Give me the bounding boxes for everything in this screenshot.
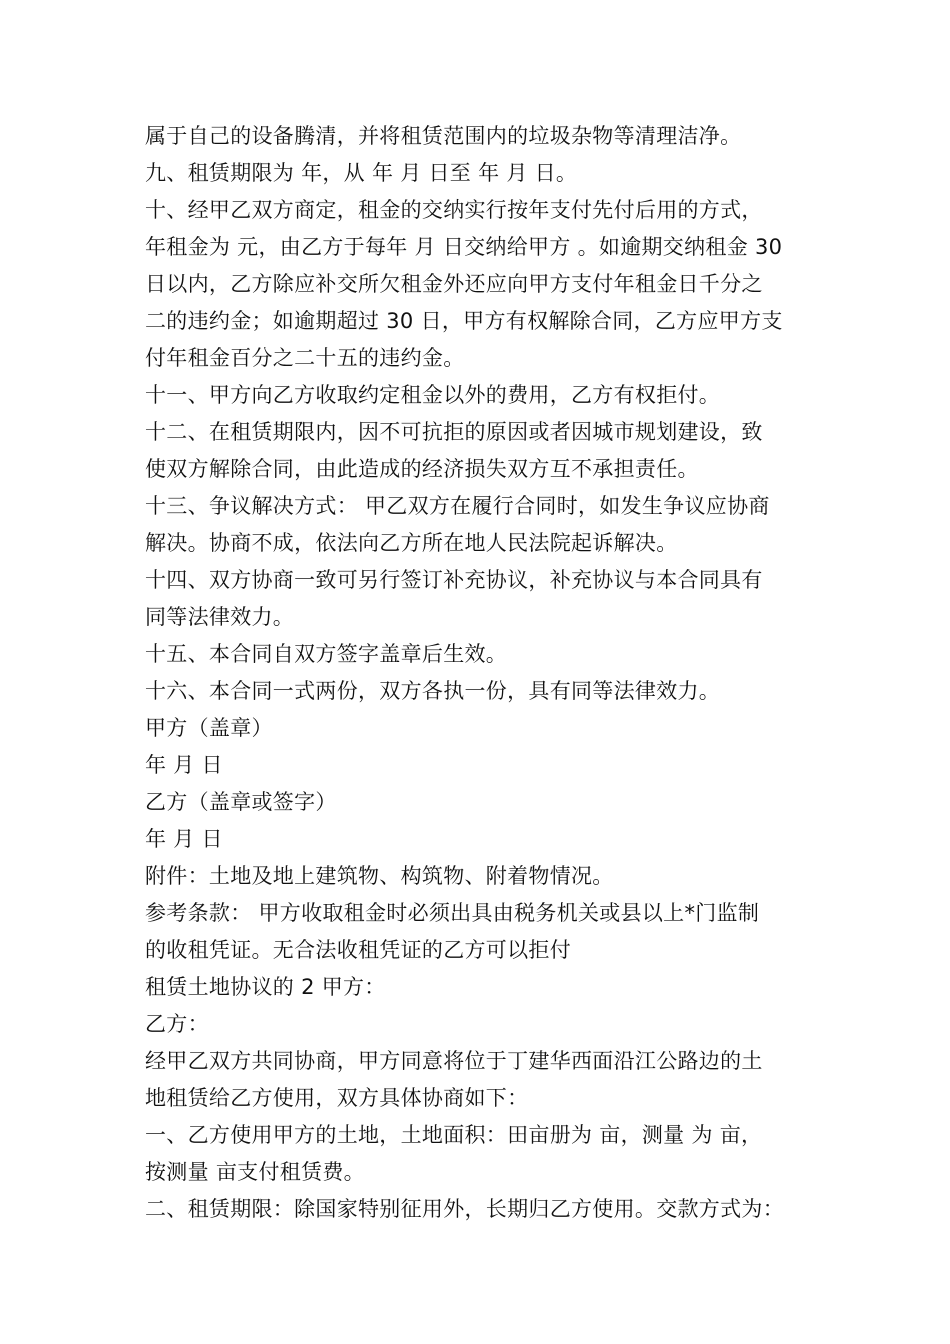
text-line: 年租金为 元，由乙方于每年 月 日交纳给甲方 。如逾期交纳租金 30 bbox=[145, 235, 783, 259]
signature-date-b: 年 月 日 bbox=[145, 827, 223, 851]
text-line: 使双方解除合同，由此造成的经济损失双方互不承担责任。 bbox=[145, 457, 699, 481]
text-line: 解决。协商不成，依法向乙方所在地人民法院起诉解决。 bbox=[145, 531, 678, 555]
text-line: 十三、争议解决方式： 甲乙双方在履行合同时，如发生争议应协商 bbox=[145, 494, 770, 518]
text-line: 十六、本合同一式两份，双方各执一份，具有同等法律效力。 bbox=[145, 679, 721, 703]
text-line: 九、租赁期限为 年，从 年 月 日至 年 月 日。 bbox=[145, 161, 578, 185]
text-line: 地租赁给乙方使用，双方具体协商如下： bbox=[145, 1086, 529, 1110]
signature-party-a: 甲方（盖章） bbox=[145, 716, 273, 740]
text-line: 十一、甲方向乙方收取约定租金以外的费用，乙方有权拒付。 bbox=[145, 383, 721, 407]
section-heading: 租赁土地协议的 2 甲方： bbox=[145, 975, 386, 999]
signature-party-b: 乙方（盖章或签字） bbox=[145, 790, 337, 814]
text-line: 二、租赁期限：除国家特别征用外，长期归乙方使用。交款方式为： bbox=[145, 1197, 784, 1221]
attachment-note: 附件：土地及地上建筑物、构筑物、附着物情况。 bbox=[145, 864, 614, 888]
text-line: 十五、本合同自双方签字盖章后生效。 bbox=[145, 642, 508, 666]
text-line: 十、经甲乙双方商定，租金的交纳实行按年支付先付后用的方式， bbox=[145, 198, 763, 222]
signature-date-a: 年 月 日 bbox=[145, 753, 223, 777]
text-line: 二的违约金；如逾期超过 30 日，甲方有权解除合同，乙方应甲方支 bbox=[145, 309, 783, 333]
text-line: 经甲乙双方共同协商，甲方同意将位于丁建华西面沿江公路边的土 bbox=[145, 1049, 763, 1073]
text-line: 同等法律效力。 bbox=[145, 605, 295, 629]
text-line: 付年租金百分之二十五的违约金。 bbox=[145, 346, 465, 370]
document-body bbox=[145, 118, 825, 1228]
text-line: 十四、双方协商一致可另行签订补充协议，补充协议与本合同具有 bbox=[145, 568, 763, 592]
text-line: 十二、在租赁期限内，因不可抗拒的原因或者因城市规划建设，致 bbox=[145, 420, 763, 444]
text-line: 一、乙方使用甲方的土地，土地面积：田亩册为 亩，测量 为 亩， bbox=[145, 1123, 763, 1147]
text-line: 按测量 亩支付租赁费。 bbox=[145, 1160, 365, 1184]
text-line: 的收租凭证。无合法收租凭证的乙方可以拒付 bbox=[145, 938, 571, 962]
text-line: 属于自己的设备腾清，并将租赁范围内的垃圾杂物等清理洁净。 bbox=[145, 124, 742, 148]
text-line: 参考条款： 甲方收取租金时必须出具由税务机关或县以上*门监制 bbox=[145, 901, 760, 925]
text-line: 日以内，乙方除应补交所欠租金外还应向甲方支付年租金日千分之 bbox=[145, 272, 763, 296]
text-line: 乙方： bbox=[145, 1012, 209, 1036]
